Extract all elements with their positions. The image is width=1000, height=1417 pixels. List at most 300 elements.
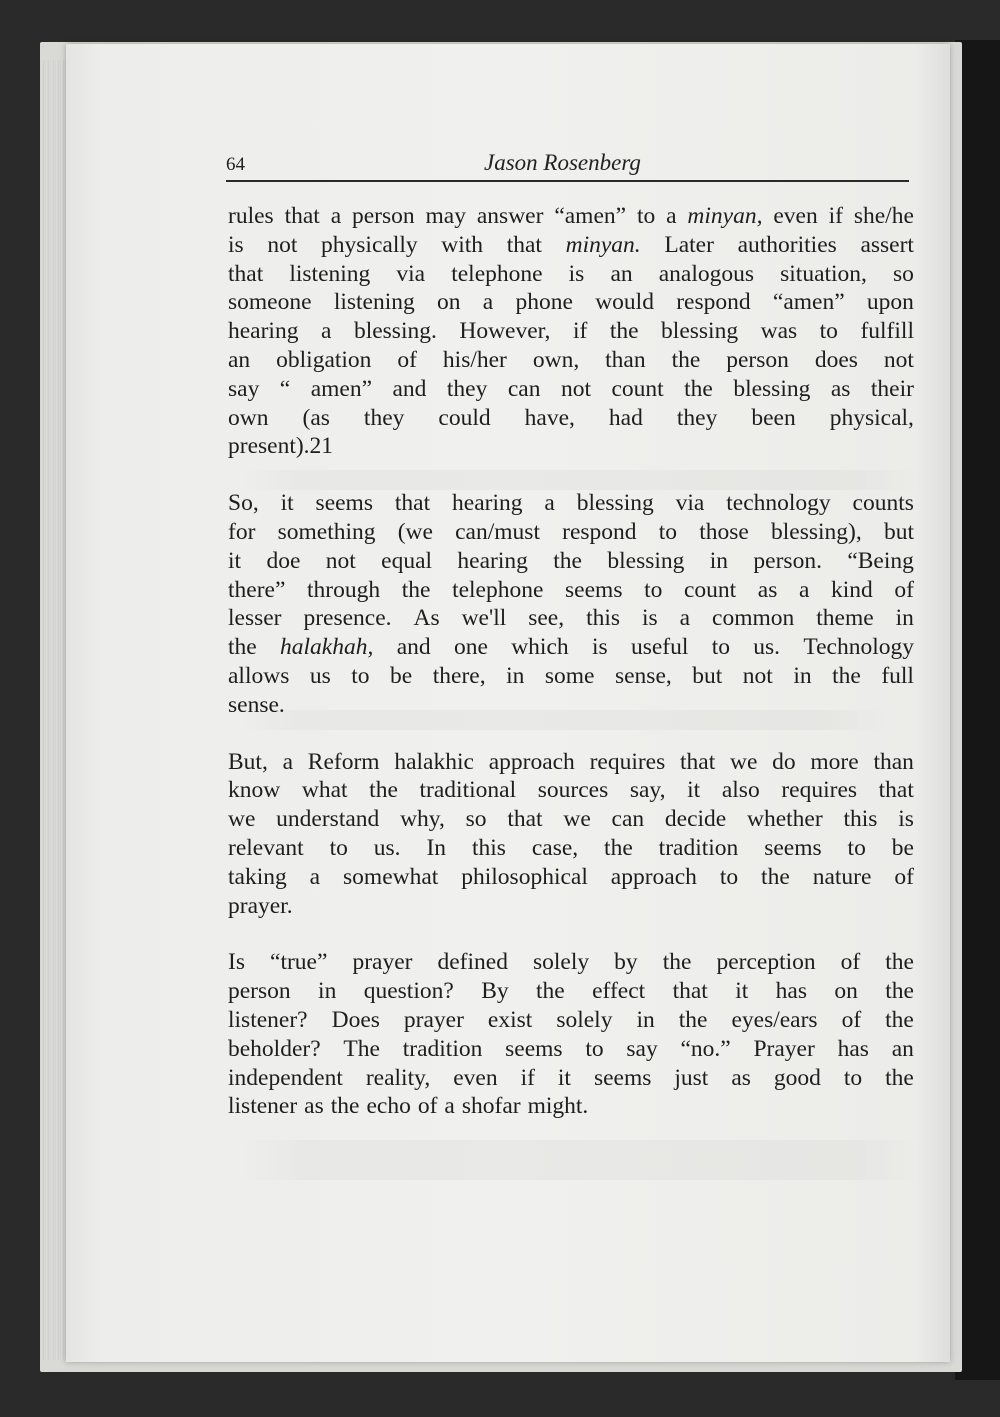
word: this xyxy=(586,605,621,632)
word: minyan. xyxy=(565,231,641,258)
word: respond xyxy=(676,289,751,316)
word: beholder? xyxy=(228,1035,321,1062)
word: that xyxy=(506,231,542,258)
word: so xyxy=(465,806,487,833)
word: for xyxy=(228,518,256,545)
word: in xyxy=(318,978,337,1005)
word: the xyxy=(885,949,914,976)
word: a xyxy=(282,748,294,775)
word: telephone xyxy=(452,576,544,603)
word: that xyxy=(394,490,431,517)
word: be xyxy=(891,834,914,861)
word: that xyxy=(878,777,914,804)
word: decide xyxy=(664,806,727,833)
word: more xyxy=(810,748,859,775)
word: sources xyxy=(537,777,609,804)
word: somewhat xyxy=(343,863,439,890)
word: hearing xyxy=(228,318,299,345)
word: has xyxy=(775,978,807,1005)
text-line xyxy=(228,576,914,605)
word: requires xyxy=(589,748,666,775)
word: halakhic xyxy=(394,748,474,775)
word: is xyxy=(591,634,608,661)
word: kind xyxy=(831,576,873,603)
word: approach xyxy=(488,748,575,775)
word: a xyxy=(320,318,332,345)
word: the xyxy=(330,1093,360,1120)
word: “true” xyxy=(270,949,328,976)
word: see, xyxy=(528,605,565,632)
word: the xyxy=(228,634,257,661)
word: us. xyxy=(373,834,401,861)
word: that xyxy=(680,748,716,775)
word: can xyxy=(507,375,541,402)
word: to xyxy=(843,1064,863,1091)
word: in xyxy=(506,662,525,689)
word: if xyxy=(828,203,843,229)
word: it xyxy=(735,978,749,1005)
word: by xyxy=(614,949,638,976)
text-line xyxy=(228,288,914,317)
word: so xyxy=(893,260,914,287)
word: (we xyxy=(397,518,433,545)
word: telephone xyxy=(451,260,543,287)
word: they xyxy=(676,404,718,431)
word: minyan, xyxy=(687,203,763,229)
word: in xyxy=(793,662,812,689)
text-line xyxy=(228,834,914,863)
word: obligation xyxy=(276,346,372,373)
word: person xyxy=(726,346,789,373)
word: hearing xyxy=(457,547,528,574)
word: if xyxy=(572,318,588,345)
word: is xyxy=(568,260,585,287)
word: we xyxy=(228,806,256,833)
text-line xyxy=(228,662,914,691)
word: through xyxy=(307,576,381,603)
word: it xyxy=(557,1064,571,1091)
word: on xyxy=(834,978,858,1005)
word: solely xyxy=(556,1006,613,1033)
word: “amen” xyxy=(554,203,627,229)
word: reality, xyxy=(365,1064,431,1091)
text-line xyxy=(228,547,914,576)
word: but xyxy=(883,518,914,545)
text-line xyxy=(228,518,914,547)
word: the xyxy=(536,978,565,1005)
word: can xyxy=(611,806,645,833)
word: counts xyxy=(852,490,914,517)
word: to xyxy=(351,662,370,689)
word: blessing xyxy=(661,318,739,345)
word: of xyxy=(417,1093,438,1120)
word: which xyxy=(511,634,569,661)
word: than xyxy=(873,748,914,775)
word: to xyxy=(329,834,348,861)
word: fulfill xyxy=(860,318,914,345)
word: present).21 xyxy=(228,433,334,460)
word: there” xyxy=(228,576,286,603)
word: of xyxy=(397,346,417,373)
word: the xyxy=(832,662,861,689)
paragraph xyxy=(228,748,914,921)
word: the xyxy=(609,318,639,345)
word: traditional xyxy=(419,777,517,804)
word: to xyxy=(636,203,656,229)
word: defined xyxy=(437,949,508,976)
text-line xyxy=(228,202,914,231)
word: seems xyxy=(593,1064,652,1091)
word: has xyxy=(837,1035,869,1062)
word: something xyxy=(277,518,376,545)
word: analogous xyxy=(658,260,755,287)
word: there, xyxy=(432,662,486,689)
word: the xyxy=(678,1006,708,1033)
word: solely xyxy=(533,949,590,976)
word: than xyxy=(605,346,646,373)
word: the xyxy=(761,863,790,890)
word: some xyxy=(544,662,595,689)
word: a xyxy=(482,289,494,316)
word: could xyxy=(438,404,491,431)
text-line xyxy=(228,776,914,805)
word: requires xyxy=(781,777,858,804)
word: his/her xyxy=(442,346,507,373)
word: blessing xyxy=(607,547,685,574)
word: count xyxy=(611,375,664,402)
word: technology xyxy=(726,490,831,517)
word: one xyxy=(453,634,488,661)
word: exist xyxy=(487,1006,533,1033)
word: own, xyxy=(532,346,580,373)
word: is xyxy=(642,605,658,632)
word: does xyxy=(814,346,858,373)
text-line xyxy=(228,892,914,921)
text-line xyxy=(228,404,914,433)
word: blessing), xyxy=(771,518,862,545)
word: is xyxy=(898,806,914,833)
word: say, xyxy=(629,777,666,804)
text-line xyxy=(228,260,914,289)
word: the xyxy=(885,978,914,1005)
text-line xyxy=(228,1092,914,1121)
word: with xyxy=(441,231,484,258)
word: would xyxy=(595,289,654,316)
word: someone xyxy=(228,289,312,316)
word: us xyxy=(309,662,331,689)
word: of xyxy=(894,576,914,603)
word: say xyxy=(626,1035,658,1062)
word: we xyxy=(730,748,758,775)
word: case, xyxy=(531,834,579,861)
word: that xyxy=(284,203,320,229)
word: a xyxy=(330,203,342,229)
word: equal xyxy=(381,547,433,574)
word: to xyxy=(711,634,730,661)
word: that xyxy=(672,978,708,1005)
word: So, xyxy=(228,490,259,517)
word: taking xyxy=(228,863,287,890)
word: even xyxy=(773,203,818,229)
word: it xyxy=(687,777,701,804)
word: not xyxy=(267,231,298,258)
page-header xyxy=(226,148,909,182)
word: also xyxy=(721,777,760,804)
word: just xyxy=(674,1064,709,1091)
word: this xyxy=(471,834,506,861)
word: whether xyxy=(747,806,823,833)
word: those xyxy=(699,518,749,545)
word: common xyxy=(712,605,795,632)
word: But, xyxy=(228,748,268,775)
word: “ xyxy=(279,375,291,402)
word: they xyxy=(446,375,488,402)
word: sense. xyxy=(228,691,285,718)
word: approach xyxy=(610,863,697,890)
word: they xyxy=(363,404,405,431)
text-line xyxy=(228,489,914,518)
word: person xyxy=(228,978,291,1005)
word: the xyxy=(684,375,713,402)
word: useful xyxy=(630,634,689,661)
word: an xyxy=(228,346,251,373)
paragraph xyxy=(228,489,914,719)
text-line xyxy=(228,346,914,375)
word: the xyxy=(369,777,398,804)
word: physical, xyxy=(829,404,914,431)
word: seems xyxy=(315,490,373,517)
paragraph xyxy=(228,202,914,461)
word: full xyxy=(881,662,914,689)
word: as xyxy=(757,576,778,603)
word: be xyxy=(390,662,413,689)
text-line xyxy=(228,633,914,662)
word: we'll xyxy=(461,605,507,632)
word: independent xyxy=(228,1064,343,1091)
word: have, xyxy=(524,404,575,431)
word: listener? xyxy=(228,1006,308,1033)
word: in xyxy=(709,547,729,574)
word: (as xyxy=(302,404,330,431)
text-line xyxy=(228,317,914,346)
word: on xyxy=(437,289,461,316)
word: even xyxy=(453,1064,498,1091)
word: eyes/ears xyxy=(731,1006,818,1033)
word: person xyxy=(352,203,415,229)
word: lesser xyxy=(228,605,282,632)
word: an xyxy=(891,1035,914,1062)
word: a xyxy=(309,863,321,890)
text-line xyxy=(228,604,914,633)
running-head: Jason Rosenberg xyxy=(484,150,641,175)
word: a xyxy=(544,490,555,517)
word: “no.” xyxy=(680,1035,731,1062)
word: echo xyxy=(366,1093,411,1120)
word: seems xyxy=(764,834,822,861)
word: prayer xyxy=(352,949,413,976)
word: amen” xyxy=(310,375,373,402)
word: halakhah, xyxy=(280,634,374,661)
word: listening xyxy=(333,289,415,316)
text-line xyxy=(228,977,914,1006)
word: allows xyxy=(228,662,290,689)
word: may xyxy=(425,203,466,229)
word: By xyxy=(481,978,509,1005)
word: Technology xyxy=(803,634,914,661)
word: However, xyxy=(459,318,551,345)
word: assert xyxy=(860,231,914,258)
word: the xyxy=(401,576,431,603)
word: upon xyxy=(866,289,914,316)
word: been xyxy=(751,404,796,431)
word: answer xyxy=(476,203,544,229)
word: an xyxy=(610,260,633,287)
word: she/he xyxy=(853,203,914,229)
word: a xyxy=(798,576,810,603)
word: own xyxy=(228,404,269,431)
word: a xyxy=(679,605,691,632)
word: respond xyxy=(562,518,637,545)
word: seems xyxy=(505,1035,563,1062)
word: good xyxy=(773,1064,821,1091)
word: Reform xyxy=(307,748,380,775)
word: rules xyxy=(228,203,274,229)
word: count xyxy=(683,576,737,603)
word: tradition xyxy=(402,1035,483,1062)
text-line xyxy=(228,1035,914,1064)
word: of xyxy=(841,1006,862,1033)
word: in xyxy=(636,1006,655,1033)
word: via xyxy=(396,260,426,287)
text-line xyxy=(228,948,914,977)
word: doe xyxy=(266,547,301,574)
word: know xyxy=(228,777,281,804)
word: effect xyxy=(592,978,646,1005)
word: and xyxy=(396,634,431,661)
word: hearing xyxy=(452,490,523,517)
word: listening xyxy=(289,260,371,287)
word: in xyxy=(895,605,914,632)
word: the xyxy=(662,949,692,976)
word: question? xyxy=(363,978,454,1005)
page-number: 64 xyxy=(226,154,245,175)
word: to xyxy=(585,1035,604,1062)
word: phone xyxy=(515,289,573,316)
word: us. xyxy=(753,634,781,661)
word: understand xyxy=(276,806,380,833)
text-line xyxy=(228,432,914,461)
text-line xyxy=(228,1006,914,1035)
word: say xyxy=(228,375,260,402)
word: not xyxy=(742,662,773,689)
word: “Being xyxy=(847,547,914,574)
word: as xyxy=(731,1064,751,1091)
word: physically xyxy=(321,231,418,258)
word: perception xyxy=(716,949,816,976)
word: of xyxy=(894,863,914,890)
word: As xyxy=(413,605,440,632)
body-text xyxy=(228,202,914,1149)
text-line xyxy=(228,805,914,834)
word: situation, xyxy=(780,260,867,287)
word: this xyxy=(843,806,878,833)
word: that xyxy=(228,260,264,287)
word: not xyxy=(883,346,914,373)
word: if xyxy=(520,1064,535,1091)
word: do xyxy=(772,748,796,775)
word: philosophical xyxy=(461,863,588,890)
word: Prayer xyxy=(753,1035,815,1062)
word: tradition xyxy=(658,834,739,861)
word: Does xyxy=(331,1006,380,1033)
word: the xyxy=(671,346,701,373)
word: to xyxy=(644,576,663,603)
paragraph xyxy=(228,948,914,1121)
word: as xyxy=(304,1093,324,1120)
word: a xyxy=(666,203,677,229)
word: we xyxy=(563,806,591,833)
word: is xyxy=(228,231,244,258)
word: might. xyxy=(527,1093,589,1120)
word: “amen” xyxy=(772,289,845,316)
word: what xyxy=(301,777,348,804)
word: was xyxy=(760,318,798,345)
word: sense, xyxy=(614,662,672,689)
text-line xyxy=(228,691,914,720)
word: shofar xyxy=(461,1093,521,1120)
word: as xyxy=(830,375,851,402)
text-line xyxy=(228,1064,914,1093)
word: Is xyxy=(228,949,245,976)
text-line xyxy=(228,748,914,777)
word: authorities xyxy=(737,231,837,258)
word: of xyxy=(840,949,861,976)
text-line xyxy=(228,375,914,404)
text-line xyxy=(228,863,914,892)
text-line xyxy=(228,231,914,260)
word: to xyxy=(719,863,739,890)
word: presence. xyxy=(303,605,392,632)
word: but xyxy=(692,662,723,689)
word: nature xyxy=(812,863,872,890)
word: seems xyxy=(565,576,623,603)
word: blessing. xyxy=(353,318,437,345)
word: prayer. xyxy=(228,892,293,919)
word: The xyxy=(343,1035,380,1062)
word: to xyxy=(819,318,838,345)
word: via xyxy=(675,490,705,517)
word: prayer xyxy=(403,1006,464,1033)
word: not xyxy=(325,547,356,574)
word: their xyxy=(870,375,914,402)
word: and xyxy=(392,375,427,402)
word: to xyxy=(847,834,866,861)
word: the xyxy=(604,834,633,861)
word: blessing xyxy=(733,375,811,402)
word: the xyxy=(885,1064,914,1091)
word: In xyxy=(426,834,447,861)
word: relevant xyxy=(228,834,304,861)
word: to xyxy=(658,518,678,545)
word: person. xyxy=(753,547,822,574)
word: the xyxy=(885,1006,914,1033)
word: Later xyxy=(664,231,714,258)
word: it xyxy=(228,547,242,574)
word: had xyxy=(608,404,643,431)
word: blessing xyxy=(576,490,654,517)
word: it xyxy=(280,490,294,517)
word: theme xyxy=(816,605,874,632)
